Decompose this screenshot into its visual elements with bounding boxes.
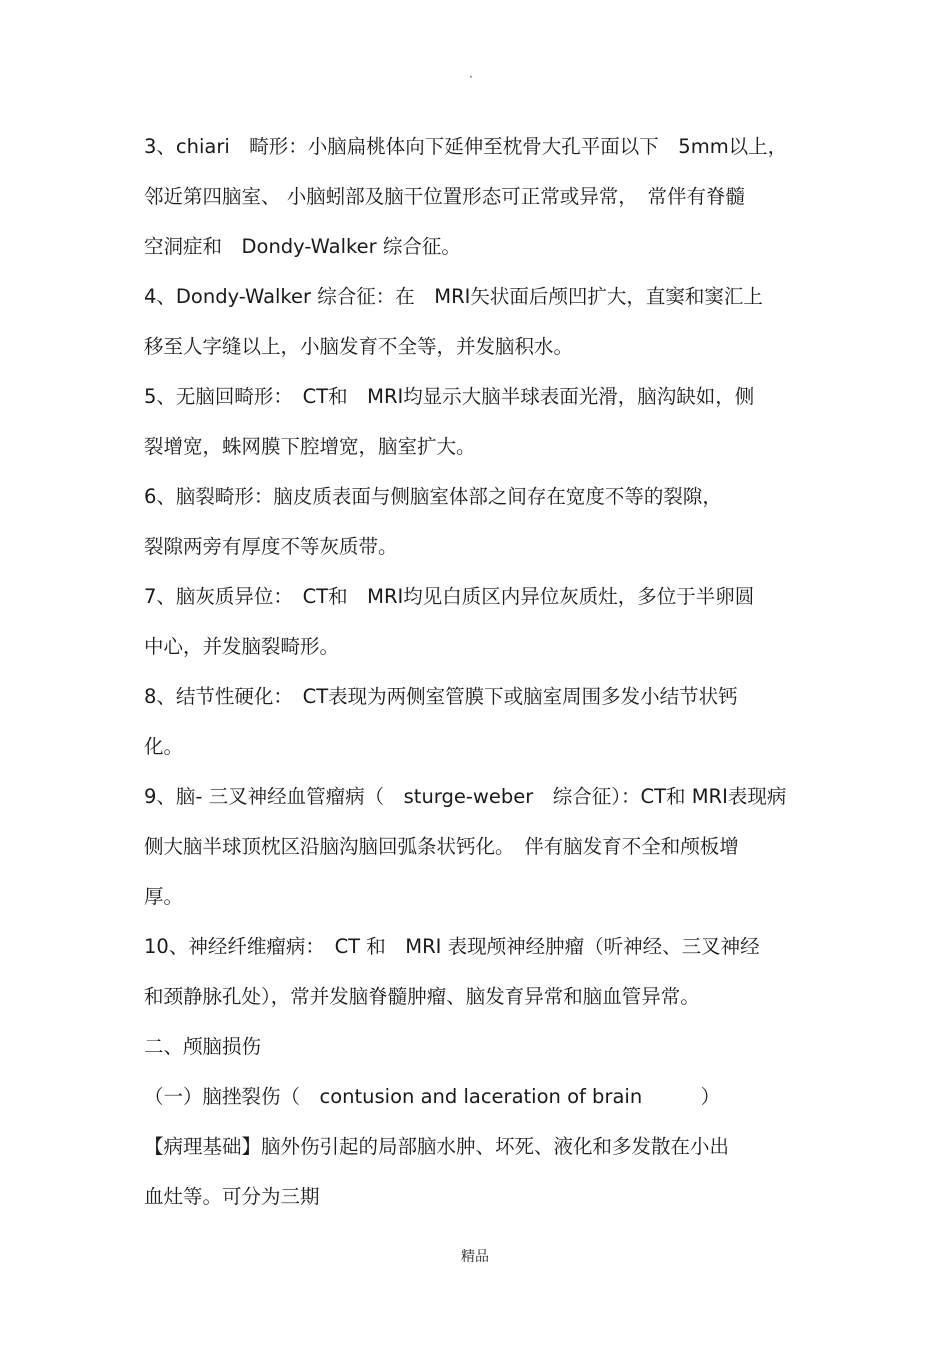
text-line: 血灶等。可分为三期 [144, 1185, 320, 1208]
text-line: 空洞症和 Dondy-Walker 综合征。 [144, 235, 461, 258]
text-line: 邻近第四脑室、 小脑蚓部及脑干位置形态可正常或异常， 常伴有脊髓 [144, 185, 745, 208]
text-line: 化。 [144, 735, 184, 758]
header-dot: · [469, 70, 473, 84]
text-line: 3、chiari 畸形：小脑扁桃体向下延伸至枕骨大孔平面以下 5mm以上， [144, 135, 788, 158]
text-line: 5、无脑回畸形： CT和 MRI均显示大脑半球表面光滑，脑沟缺如，侧 [144, 385, 755, 408]
text-line: 裂增宽，蛛网膜下腔增宽，脑室扩大。 [144, 435, 476, 458]
text-line: 移至人字缝以上，小脑发育不全等，并发脑积水。 [144, 335, 574, 358]
text-line: 【病理基础】脑外伤引起的局部脑水肿、坏死、液化和多发散在小出 [144, 1135, 730, 1158]
text-line: 10、神经纤维瘤病： CT 和 MRI 表现颅神经肿瘤（听神经、三叉神经 [144, 935, 760, 958]
text-line: 侧大脑半球顶枕区沿脑沟脑回弧条状钙化。 伴有脑发育不全和颅板增 [144, 835, 739, 858]
text-line: 6、脑裂畸形：脑皮质表面与侧脑室体部之间存在宽度不等的裂隙， [144, 485, 722, 508]
document-body [144, 122, 814, 1222]
text-line: 和颈静脉孔处），常并发脑脊髓肿瘤、脑发育异常和脑血管异常。 [144, 985, 700, 1008]
text-line: 厚。 [144, 885, 184, 908]
text-line: 8、结节性硬化： CT表现为两侧室管膜下或脑室周围多发小结节状钙 [144, 685, 738, 708]
text-line: 4、Dondy-Walker 综合征：在 MRI矢状面后颅凹扩大，直窦和窦汇上 [144, 285, 763, 308]
subsection-heading: （一）脑挫裂伤（ contusion and laceration of brain ） [144, 1085, 721, 1108]
text-line: 7、脑灰质异位： CT和 MRI均见白质区内异位灰质灶，多位于半卵圆 [144, 585, 755, 608]
text-line: 中心，并发脑裂畸形。 [144, 635, 340, 658]
section-heading: 二、颅脑损伤 [144, 1035, 262, 1058]
text-line: 9、脑- 三叉神经血管瘤病（ sturge-weber 综合征）：CT和 MRI表现病 [144, 785, 787, 808]
footer-label: 精品 [461, 1249, 489, 1265]
text-line: 裂隙两旁有厚度不等灰质带。 [144, 535, 398, 558]
